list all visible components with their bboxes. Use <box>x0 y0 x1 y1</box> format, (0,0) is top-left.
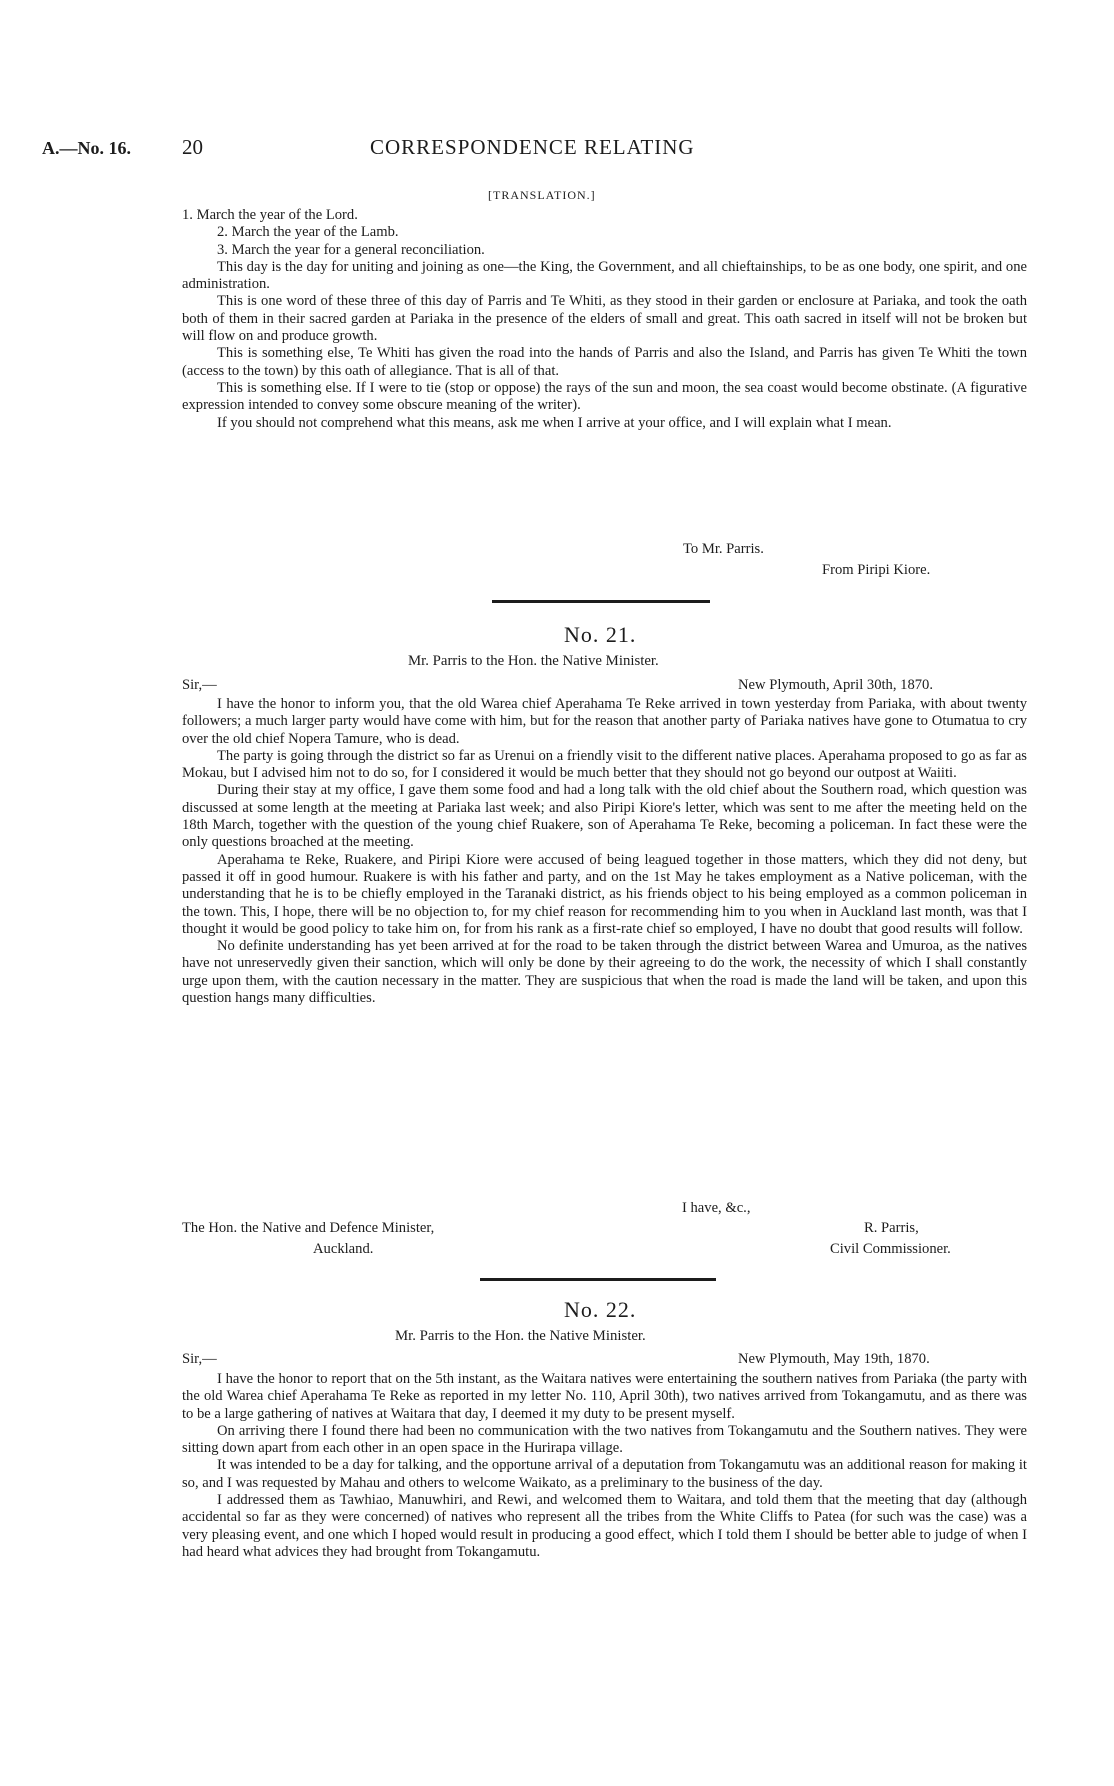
letter-21-signature-title: Civil Commissioner. <box>830 1241 951 1257</box>
translation-paragraph: This is one word of these three of this day of Parris and Te Whiti, as they stood in their garden or enclosure at Pariaka, and took the oath both of them in their sacred garden at Pariaka in the presence of the elders of small and great. This oath sacred in itself will not be broken but will flow on and produce growth. <box>182 293 1027 345</box>
letter-22-paragraph: I have the honor to report that on the 5th instant, as the Waitara natives were entertaining the southern natives from Pariaka (the party with the old Warea chief Aperahama Te Reke as reported in my letter No. 110, April 30th), two natives arrived from Tokangamutu, and as there was to be a large gathering of natives at Waitara that day, I deemed it my duty to be present myself. <box>182 1371 1027 1422</box>
letter-21-place-date: New Plymouth, April 30th, 1870. <box>738 677 933 693</box>
translation-to: To Mr. Parris. <box>683 541 764 557</box>
letter-22-subtitle: Mr. Parris to the Hon. the Native Minister. <box>395 1328 646 1344</box>
translation-line-3: 3. March the year for a general reconciliation. <box>217 241 485 258</box>
translation-paragraph: This is something else. If I were to tie (stop or oppose) the rays of the sun and moon, the sea coast would become obstinate. (A figurative expression intended to convey some obscure meaning of the writer). <box>182 379 1027 414</box>
letter-21-closing: I have, &c., <box>682 1200 751 1216</box>
letter-22-paragraph: I addressed them as Tawhiao, Manuwhiri, and Rewi, and welcomed them to Waitara, and told them that the meeting that day (although accidental so far as they were concerned) of natives who represent all the tribes from the White Cliffs to Patea (for such was the case) was a very pleasing event, and one which I hoped would result in producing a good effect, which I told them I should be better able to judge of when I had heard what advices they had brought from Tokangamutu. <box>182 1492 1027 1560</box>
translation-paragraph: If you should not comprehend what this means, ask me when I arrive at your office, and I will explain what I mean. <box>217 414 892 431</box>
letter-21-signature: R. Parris, <box>864 1220 919 1236</box>
letter-22-body <box>182 1371 1027 1561</box>
translation-paragraph: This is something else, Te Whiti has given the road into the hands of Parris and also the Island, and Parris has given Te Whiti the town (access to the town) by this oath of allegiance. That is all of that. <box>182 345 1027 379</box>
running-title: CORRESPONDENCE RELATING <box>370 135 695 159</box>
letter-21-number: No. 21. <box>564 622 637 647</box>
letter-21-addressee-city: Auckland. <box>313 1241 374 1257</box>
translation-from: From Piripi Kiore. <box>822 562 931 578</box>
section-divider <box>480 1278 716 1281</box>
translation-body <box>182 207 1027 432</box>
letter-21-body <box>182 696 1027 1007</box>
translation-label: [TRANSLATION.] <box>488 188 596 202</box>
letter-22-paragraph: On arriving there I found there had been no communication with the two natives from Tokangamutu and the Southern natives. They were sitting down apart from each other in an open space in the Hurirapa village. <box>182 1422 1027 1457</box>
letter-21-paragraph: During their stay at my office, I gave them some food and had a long talk with the old chief about the Southern road, which question was discussed at some length at the meeting at Pariaka last week; and also Piripi Kiore's letter, which was sent to me after the meeting held on the 18th March, together with the question of the young chief Ruakere, son of Aperahama Te Reke, becoming a policeman. In fact these were the only questions broached at the meeting. <box>182 782 1027 851</box>
letter-21-paragraph: Aperahama te Reke, Ruakere, and Piripi Kiore were accused of being leagued together in those matters, which they did not deny, but passed it off in good humour. Ruakere is with his father and party, and on the 1st May he takes employment as a Native policeman, with the understanding that he is to be chiefly employed in the Taranaki district, as his friends object to his being employed as a common policeman in the town. This, I hope, there will be no objection to, for my chief reason for recommending him to you when in Auckland last month, was that I thought it would be good policy to take him on, for from his rank as a first-rate chief so employed, I have no doubt that good results will follow. <box>182 851 1027 937</box>
letter-22-number: No. 22. <box>564 1297 637 1322</box>
translation-line-1: 1. March the year of the Lord. <box>182 207 358 223</box>
translation-line-2: 2. March the year of the Lamb. <box>217 224 399 241</box>
letter-21-subtitle: Mr. Parris to the Hon. the Native Minister. <box>408 653 659 669</box>
letter-21-paragraph: I have the honor to inform you, that the old Warea chief Aperahama Te Reke arrived in town yesterday from Pariaka, with about twenty followers; a much larger party would have come with him, but for the reason that another party of Pariaka natives have gone to Otumatua to cry over the old chief Nopera Tamure, who is dead. <box>182 696 1027 747</box>
letter-21-salutation: Sir,— <box>182 677 217 693</box>
letter-22-paragraph: It was intended to be a day for talking, and the opportune arrival of a deputation from Tokangamutu was an additional reason for making it so, and I was requested by Mahau and others to welcome Waikato, as a preliminary to the business of the day. <box>182 1457 1027 1491</box>
page-number: 20 <box>182 135 203 159</box>
letter-22-salutation: Sir,— <box>182 1351 217 1367</box>
translation-paragraph: This day is the day for uniting and joining as one—the King, the Government, and all chieftainships, to be as one body, one spirit, and one administration. <box>182 258 1027 293</box>
letter-21-addressee: The Hon. the Native and Defence Minister, <box>182 1220 435 1236</box>
letter-22-place-date: New Plymouth, May 19th, 1870. <box>738 1351 930 1367</box>
document-reference: A.—No. 16. <box>42 138 131 158</box>
letter-21-paragraph: The party is going through the district so far as Urenui on a friendly visit to the different native places. Aperahama proposed to go as far as Mokau, but I advised him not to do so, for I considered it would be much better that they should not go beyond our outpost at Waiiti. <box>182 747 1027 782</box>
letter-21-paragraph: No definite understanding has yet been arrived at for the road to be taken through the district between Warea and Umuroa, as the natives have not unreservedly given their sanction, which will only be done by their agreeing to do the work, the necessity of which I shall constantly urge upon them, with the caution necessary in the matter. They are suspicious that when the road is made the land will be taken, and upon this question hangs many difficulties. <box>182 938 1027 1007</box>
section-divider <box>492 600 710 603</box>
